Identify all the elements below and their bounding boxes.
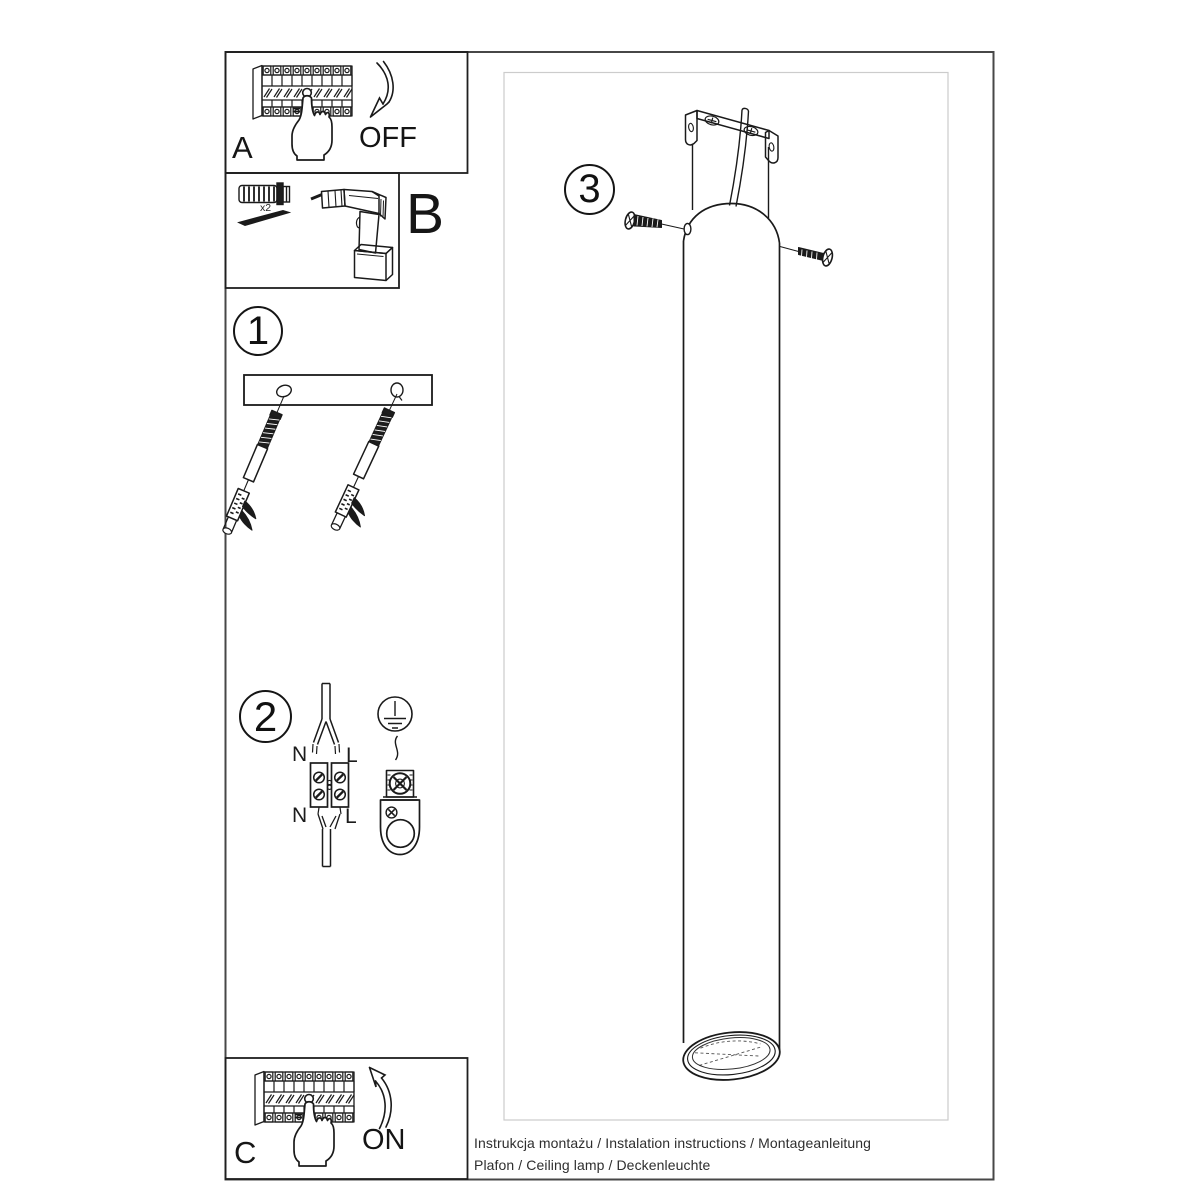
panel-b-label: B [406, 182, 445, 246]
terminal-block [311, 763, 349, 807]
wire-l-bottom-label: L [345, 805, 357, 828]
wire-l-top-label: L [346, 744, 358, 767]
breaker-panel-off-icon [253, 66, 352, 161]
lamp-tube [681, 204, 782, 1085]
panel-a-label: A [232, 130, 253, 165]
power-cable-bottom [318, 808, 341, 867]
arrow-down-icon [371, 62, 394, 118]
power-drill-icon [311, 190, 393, 281]
ceiling-plate [244, 375, 432, 405]
lamp-cable [730, 108, 749, 206]
step-2-number: 2 [253, 692, 278, 740]
plug-quantity-label: x2 [260, 202, 272, 214]
earth-ground-symbol [378, 697, 412, 731]
panel-c-label: C [234, 1135, 257, 1170]
step-2-badge [239, 690, 292, 743]
wire-n-bottom-label: N [292, 804, 308, 827]
off-label: OFF [359, 122, 417, 154]
step-3-badge [564, 164, 615, 215]
footer-product-line: Plafon / Ceiling lamp / Deckenleuchte [474, 1157, 711, 1173]
step-1-number: 1 [246, 308, 270, 353]
on-label: ON [362, 1124, 406, 1156]
panel-b-box [226, 173, 400, 288]
breaker-panel-on-icon [255, 1072, 354, 1167]
arrow-up-icon [370, 1068, 392, 1129]
mounting-screw-left [623, 211, 684, 230]
expansion-screw-right [328, 391, 417, 539]
step-1-badge [233, 306, 283, 356]
mounting-screw-right [780, 247, 834, 267]
wire-n-top-label: N [292, 743, 308, 766]
mounting-bracket [686, 111, 779, 219]
ground-wire [395, 736, 397, 760]
step3-box [504, 73, 948, 1121]
outer-frame [226, 52, 994, 1180]
ground-clamp-icon [381, 771, 420, 855]
expansion-screw-left [220, 394, 305, 543]
footer-title-line: Instrukcja montażu / Instalation instructions / Montageanleitung [474, 1135, 872, 1151]
power-cable-top [313, 684, 340, 755]
step-3-number: 3 [578, 167, 601, 211]
